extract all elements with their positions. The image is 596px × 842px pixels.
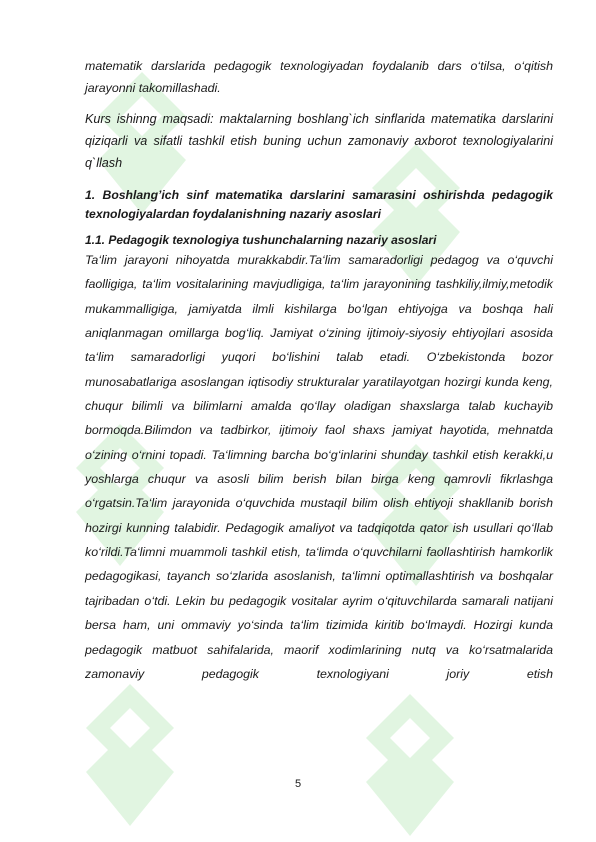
body-paragraph: Ta‘lim jarayoni nihoyatda murakkabdir.Ta‘lim samaradorligi pedagog va o‘quvchi faolligiga, ta‘lim vositalarining mavjudligiga, ta‘lim jarayonining tashkiliy,ilmiy,metodik mukammalligiga, jamiyatda ilmli kishilarga bo‘lgan ehtiyojga va boshqa hali aniqlanmagan omillarga bog‘liq. Jamiyat o‘zining ijtimoiy-siyosiy ehtiyojlari asosida ta‘lim samaradorligi yuqori bo‘lishini talab etadi. O‘zbekistonda bozor munosabatlariga asoslangan iqtisodiy strukturalar yaratilayotgan hozirgi kunda keng, chuqur bilimli va bilimlarni amalda qo‘llay oladigan shaxslarga talab kuchayib bormoqda.Bilimdon va tadbirkor, ijtimoiy faol shaxs jamiyat hayotida, mehnatda o‘zining o‘rnini topadi. Ta‘limning barcha bo‘g‘inlarini shunday tashkil etish kerakki,u yoshlarga chuqur va asosli bilim berish bilan birga keng qamrovli fikrlashga o‘rgatsin.Ta‘lim jarayonida o‘quvchida mustaqil bilim olish ehtiyoji shakllanib borish hozirgi kunning talabidir. Pedagogik amaliyot va tadqiqotda qator ish usullari qo‘llab ko‘rildi.Ta‘limni muammoli tashkil etish, ta‘limda o‘quvchilarni faollashtirish hamkorlik pedagogikasi, tayanch so‘zlarida asoslanish, ta‘limni optimallashtirish va boshqalar tajribadan o‘tdi. Lekin bu pedagogik vositalar ayrim o‘qituvchilarda samarali natijani bersa ham, uni ommaviy yo‘sinda ta‘lim tizimida kiritib bo‘lmaydi. Hozirgi kunda pedagogik matbuot sahifalarida, maorif xodimlarining nutq va ko‘rsatmalarida zamonaviy pedagogik texnologiyani joriy etish <box>85 253 553 681</box>
intro-paragraph: matematik darslarida pedagogik texnologiyadan foydalanib dars o‘tilsa, o‘qitish jarayonni takomillashadi. <box>85 59 553 95</box>
goal-paragraph: Kurs ishinng maqsadi: maktalarning boshlang`ich sinflarida matematika darslarini qiziqarli va sifatli tashkil etish buning uchun zamonaviy axborot texnologiyalarini q`llash <box>85 112 553 170</box>
document-page <box>85 55 553 686</box>
page-number: 5 <box>294 778 302 790</box>
chapter-heading: 1. Boshlang’ich sinf matematika darslarini samarasini oshirishda pedagogik texnologiyalardan foydalanishning nazariy asoslari <box>85 188 553 221</box>
watermark-logo-icon <box>362 690 457 840</box>
watermark-logo-icon <box>82 680 177 830</box>
section-heading: 1.1. Pedagogik texnologiya tushunchalarning nazariy asoslari <box>85 233 437 247</box>
